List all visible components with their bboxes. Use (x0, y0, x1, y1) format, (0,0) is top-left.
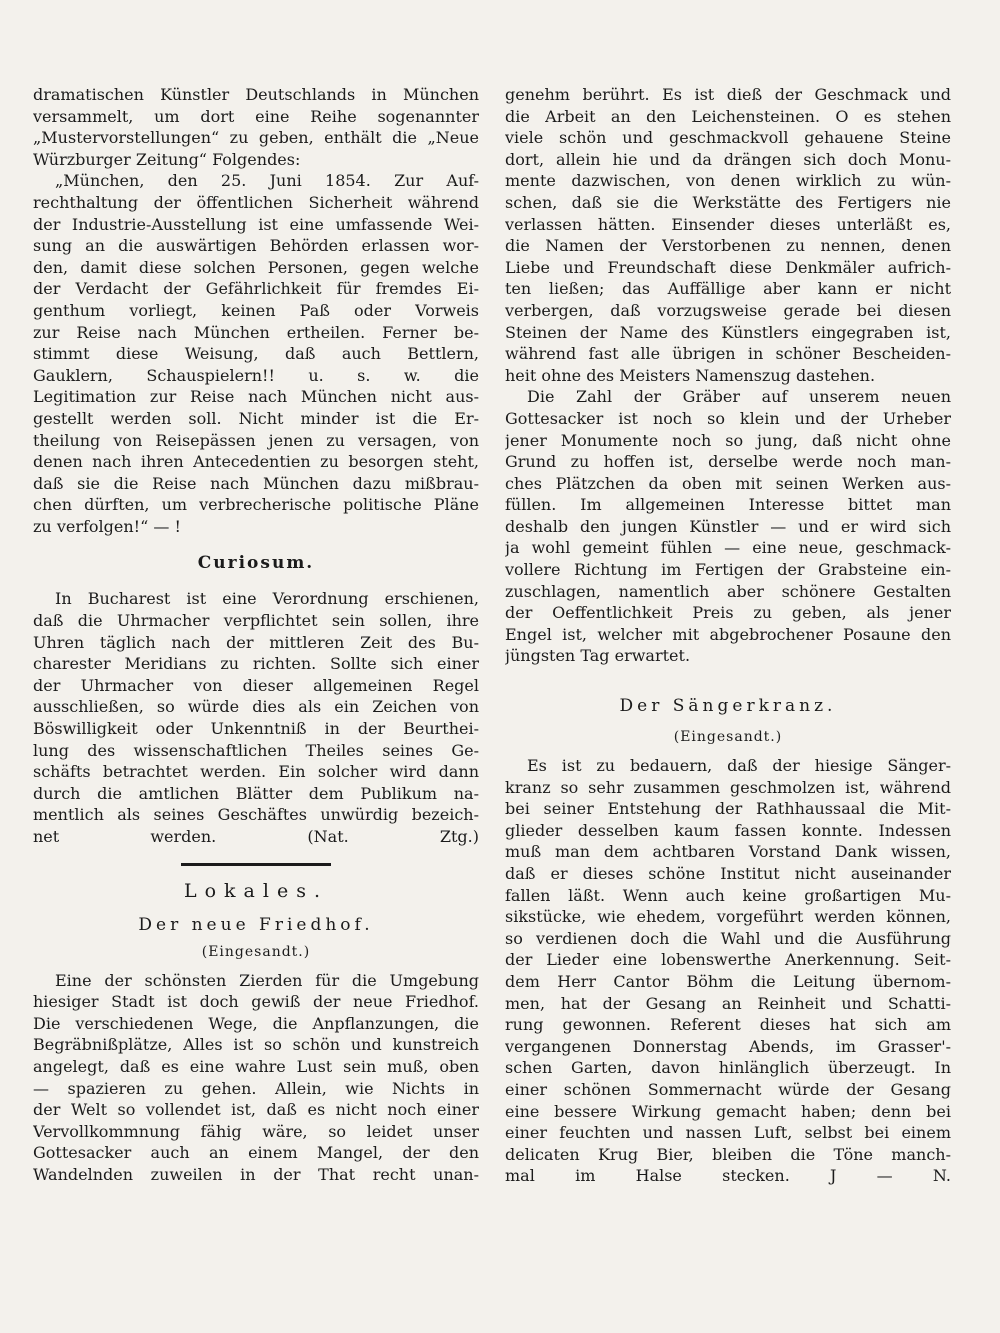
text-line: Würzburger Zeitung“ Folgendes: (33, 149, 301, 169)
text-line: „Mustervorstellungen“ zu geben, enthält die „Neue (33, 128, 479, 148)
text-line: daß er dieses schöne Institut nicht auseinander (505, 864, 951, 883)
text-line: füllen. Im allgemeinen Interesse bittet man (505, 495, 951, 515)
text-line: genthum vorliegt, keinen Paß oder Vorweis (33, 300, 479, 320)
text-line: zuschlagen, namentlich aber schönere Gestalten (505, 581, 951, 601)
text-line: heit ohne des Meisters Namenszug dastehen. (505, 365, 876, 385)
text-line: viele schön und geschmackvoll gehauene Steine (505, 128, 951, 148)
munich-paragraph (33, 84, 479, 170)
section-divider (181, 863, 331, 866)
text-line: hiesiger Stadt ist doch gewiß der neue Friedhof. (33, 992, 479, 1012)
text-line: Böswilligkeit oder Unkenntniß in der Beurthei- (33, 719, 479, 739)
text-line: charester Meridians zu richten. Sollte sich einer (33, 654, 479, 674)
text-line: genehm berührt. Es ist dieß der Geschmack und (505, 85, 951, 104)
text-line: Steinen der Name des Künstlers eingegraben ist, (505, 322, 951, 342)
friedhof-subheading: (Eingesandt.) (201, 943, 311, 960)
text-line: rechthaltung der öffentlichen Sicherheit während (33, 192, 479, 212)
text-line: sung an die auswärtigen Behörden erlassen wor- (33, 236, 479, 256)
text-line: Eine der schönsten Zierden für die Umgebung (55, 970, 479, 990)
text-line: ten ließen; das Auffällige aber kann er nicht (505, 279, 951, 299)
text-line: denen nach ihren Antecedentien zu besorgen steht, (33, 452, 479, 472)
text-line: während fast alle übrigen in schöner Bescheiden- (505, 344, 951, 364)
saengerkranz-paragraph (505, 755, 951, 1187)
text-line: stimmt diese Weisung, daß auch Bettlern, (33, 344, 479, 364)
text-line: vergangenen Donnerstag Abends, im Grasser'- (505, 1036, 951, 1056)
text-line: deshalb den jungen Künstler — und er wird sich (505, 516, 951, 536)
text-line: Die verschiedenen Wege, die Anpflanzungen, die (33, 1013, 479, 1033)
text-line: durch die amtlichen Blätter dem Publikum na- (33, 783, 479, 803)
text-line: Wandelnden zuweilen in der That recht unan- (33, 1164, 479, 1184)
text-line: daß die Uhrmacher verpflichtet sein sollen, ihre (33, 611, 479, 631)
text-line: Engel ist, welcher mit abgebrochener Posaune den (505, 624, 951, 644)
text-line: jener Monumente noch so jung, daß nicht ohne (505, 430, 951, 450)
text-line: Gauklern, Schauspielern!! u. s. w. die (33, 365, 479, 385)
text-line: Vervollkommnung fähig wäre, so leidet unser (33, 1121, 479, 1141)
text-line: der Industrie-Ausstellung ist eine umfassende Wei- (33, 214, 479, 234)
friedhof-heading: Der neue Friedhof. (138, 914, 374, 935)
saengerkranz-subheading: (Eingesandt.) (673, 729, 783, 746)
text-line: rung gewonnen. Referent dieses hat sich am (505, 1015, 951, 1035)
text-line: so verdienen doch die Wahl und die Ausführung (505, 928, 951, 948)
curiosum-paragraph (33, 588, 479, 847)
text-line: Legitimation zur Reise nach München nicht aus- (33, 387, 479, 407)
friedhof-paragraph (33, 970, 479, 1186)
text-line: daß sie die Reise nach München dazu mißbrau- (33, 473, 479, 493)
text-line: dort, allein hie und da drängen sich doch Monu- (505, 149, 951, 169)
text-line: zur Reise nach München ertheilen. Ferner be- (33, 322, 479, 342)
text-line: verbergen, daß vorzugsweise gerade bei diesen (505, 300, 951, 320)
text-line: gestellt werden soll. Nicht minder ist die Er- (33, 408, 479, 428)
text-line: schäfts betrachtet werden. Ein solcher wird dann (33, 762, 479, 782)
text-line: schen Garten, davon hinlänglich überzeugt. In (505, 1058, 951, 1078)
text-line: Gottesacker auch an einem Mangel, der den (33, 1143, 479, 1163)
text-line: kranz so sehr zusammen geschmolzen ist, während (505, 777, 951, 797)
text-line: Es ist zu bedauern, daß der hiesige Sänger- (527, 756, 951, 776)
text-line: ches Plätzchen da oben mit seinen Werken aus- (505, 473, 951, 493)
text-line: „München, den 25. Juni 1854. Zur Auf- (55, 171, 479, 191)
text-line: In Bucharest ist eine Verordnung erschienen, (55, 589, 479, 609)
text-line: der Uhrmacher von dieser allgemeinen Regel (33, 675, 479, 695)
text-line-signature: mal im Halse stecken. J — N. (505, 1166, 951, 1186)
text-line: die Arbeit an den Leichensteinen. O es stehen (505, 106, 951, 126)
text-line-source: net werden. (Nat. Ztg.) (33, 827, 479, 846)
text-line: der Welt so vollendet ist, daß es nicht noch einer (33, 1100, 479, 1120)
graves-paragraph (505, 386, 951, 667)
text-line: zu verfolgen!“ — ! (33, 516, 181, 536)
text-line: mentlich als seines Geschäftes unwürdig bezeich- (33, 805, 479, 825)
text-line: theilung von Reisepässen jenen zu versagen, von (33, 430, 479, 450)
text-line: dem Herr Cantor Böhm die Leitung übernom- (505, 971, 951, 991)
text-line: chen dürften, um verbrecherische politische Pläne (33, 495, 479, 515)
text-line: einer feuchten und nassen Luft, selbst bei einem (505, 1123, 951, 1143)
text-line: dramatischen Künstler Deutschlands in München (33, 85, 479, 104)
text-line: angelegt, daß es eine wahre Lust sein muß, oben (33, 1056, 479, 1076)
text-line: glieder desselben kaum fassen konnte. Indessen (505, 820, 951, 840)
text-line: muß man dem achtbaren Vorstand Dank wissen, (505, 842, 951, 862)
text-line: bei seiner Entstehung der Rathhaussaal die Mit- (505, 799, 951, 819)
text-line: Begräbnißplätze, Alles ist so schön und kunstreich (33, 1035, 479, 1055)
text-line: einer schönen Sommernacht würde der Gesang (505, 1079, 951, 1099)
text-line: versammelt, um dort eine Reihe sogenannter (33, 106, 479, 126)
text-line: Gottesacker ist noch so klein und der Urheber (505, 408, 951, 428)
curiosum-heading: Curiosum. (197, 553, 315, 574)
text-line: jüngsten Tag erwartet. (505, 646, 691, 666)
text-line: mente dazwischen, von denen wirklich zu wün- (505, 171, 951, 191)
text-line: lung des wissenschaftlichen Theiles seines Ge- (33, 740, 479, 760)
text-line: verlassen hätten. Einsender dieses unterläßt es, (505, 214, 951, 234)
text-line: eine bessere Wirkung gemacht haben; denn bei (505, 1101, 951, 1121)
lokales-heading: Lokales. (183, 879, 328, 902)
text-line: men, hat der Gesang an Reinheit und Schatti- (505, 993, 951, 1013)
text-line: delicaten Krug Bier, bleiben die Töne manch- (505, 1144, 951, 1164)
text-line: — spazieren zu gehen. Allein, wie Nichts in (33, 1078, 479, 1098)
saengerkranz-heading: Der Sängerkranz. (619, 696, 837, 717)
text-line: den, damit diese solchen Personen, gegen welche (33, 257, 479, 277)
text-line: Liebe und Freundschaft diese Denkmäler aufrich- (505, 257, 951, 277)
text-line: sikstücke, wie ehedem, vorgeführt werden können, (505, 907, 951, 927)
text-line: ja wohl gemeint fühlen — eine neue, geschmack- (505, 538, 951, 558)
gravestone-paragraph (505, 84, 951, 386)
text-line: schen, daß sie die Werkstätte des Fertigers nie (505, 192, 951, 212)
text-line: die Namen der Verstorbenen zu nennen, denen (505, 236, 951, 256)
right-column (505, 84, 951, 1187)
text-line: Grund zu hoffen ist, derselbe werde noch man- (505, 452, 951, 472)
text-line: der Verdacht der Gefährlichkeit für fremdes Ei- (33, 279, 479, 299)
text-line: vollere Richtung im Fertigen der Grabsteine ein- (505, 560, 951, 580)
quote-paragraph (33, 170, 479, 537)
text-line: fallen läßt. Wenn auch keine großartigen Mu- (505, 885, 951, 905)
text-line: der Oeffentlichkeit Preis zu geben, als jener (505, 603, 951, 623)
text-line: Uhren täglich nach der mittleren Zeit des Bu- (33, 632, 479, 652)
text-line: Die Zahl der Gräber auf unserem neuen (527, 387, 951, 407)
text-line: der Lieder eine lobenswerthe Anerkennung. Seit- (505, 950, 951, 970)
text-line: ausschließen, so würde dies als ein Zeichen von (33, 697, 479, 717)
left-column (33, 84, 479, 1186)
